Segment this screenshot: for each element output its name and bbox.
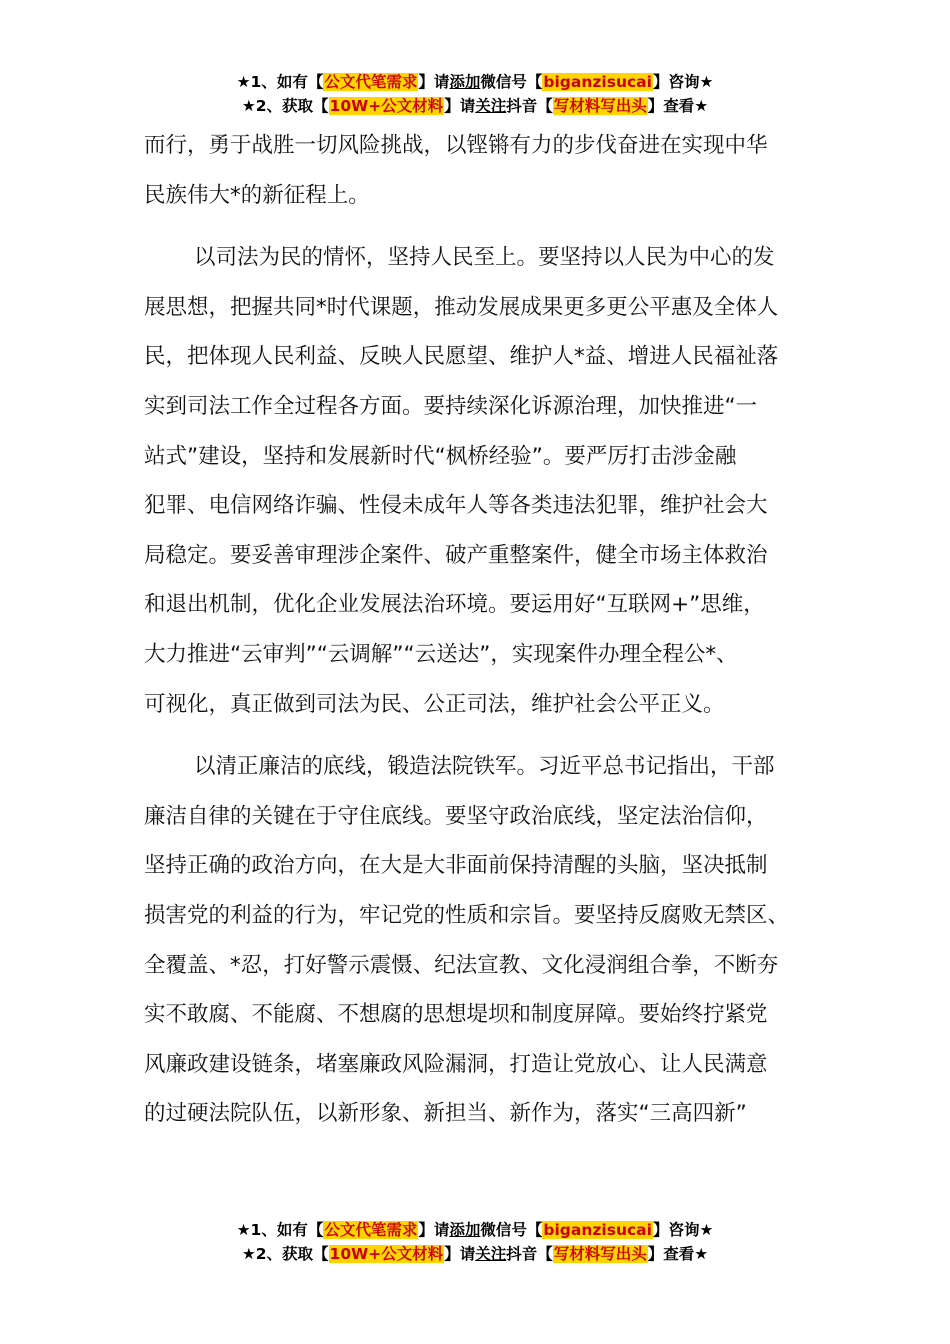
text-line: 和退出机制，优化企业发展法治环境。要运用好“互联网+”思维， [144, 592, 765, 618]
footer-promo-banner [0, 1218, 950, 1266]
highlight-service: 公文代笔需求 [324, 1221, 418, 1239]
highlight-douyin-account: 写材料写出头 [553, 97, 647, 115]
paragraph-clean-governance [144, 742, 812, 1139]
text-line: 实到司法工作全过程各方面。要持续深化诉源治理，加快推进“一 [144, 393, 758, 419]
promo-line-2: ★2、获取【10W+公文材料】请关注抖音【写材料写出头】查看★ [241, 97, 709, 115]
text-line: 的过硬法院队伍，以新形象、新担当、新作为，落实“三高四新” [144, 1101, 747, 1127]
text-line: 以清正廉洁的底线，锻造法院铁军。习近平总书记指出，干部 [194, 754, 775, 780]
text-line: 局稳定。要妥善审理涉企案件、破产重整案件，健全市场主体救治 [144, 542, 768, 568]
header-promo-banner [0, 70, 950, 118]
text-line: 展思想，把握共同*时代课题，推动发展成果更多更公平惠及全体人 [144, 294, 779, 320]
text-line: 犯罪、电信网络诈骗、性侵未成年人等各类违法犯罪，维护社会大 [144, 493, 768, 519]
text-line: 民族伟大*的新征程上。 [144, 182, 370, 208]
highlight-service: 公文代笔需求 [324, 73, 418, 91]
promo-line-1: ★1、如有【公文代笔需求】请添加微信号【biganzisucai】咨询★ [236, 73, 714, 91]
promo-line-1: ★1、如有【公文代笔需求】请添加微信号【biganzisucai】咨询★ [236, 1221, 714, 1239]
text-line: 民，把体现人民利益、反映人民愿望、维护人*益、增进人民福祉落 [144, 344, 779, 370]
text-line: 大力推进“云审判”“云调解”“云送达”，实现案件办理全程公*、 [144, 641, 738, 667]
paragraph-continuation [144, 121, 812, 220]
highlight-douyin-account: 写材料写出头 [553, 1245, 647, 1263]
text-line: 全覆盖、*忍，打好警示震慑、纪法宣教、文化浸润组合拳，不断夯 [144, 952, 779, 978]
text-line: 风廉政建设链条，堵塞廉政风险漏洞，打造让党放心、让人民满意 [144, 1051, 768, 1077]
text-line: 实不敢腐、不能腐、不想腐的思想堤坝和制度屏障。要始终拧紧党 [144, 1002, 768, 1028]
highlight-wechat-id: biganzisucai [543, 73, 652, 91]
text-line: 可视化，真正做到司法为民、公正司法，维护社会公平正义。 [144, 691, 725, 717]
promo-line-2: ★2、获取【10W+公文材料】请关注抖音【写材料写出头】查看★ [241, 1245, 709, 1263]
text-line: 以司法为民的情怀，坚持人民至上。要坚持以人民为中心的发 [194, 245, 775, 271]
highlight-wechat-id: biganzisucai [543, 1221, 652, 1239]
paragraph-judicial-for-people [144, 233, 812, 729]
highlight-materials: 10W+公文材料 [329, 1245, 444, 1263]
document-body [144, 121, 812, 1139]
text-line: 廉洁自律的关键在于守住底线。要坚守政治底线，坚定法治信仰， [144, 803, 768, 829]
text-line: 而行，勇于战胜一切风险挑战，以铿锵有力的步伐奋进在实现中华 [144, 133, 768, 158]
text-line: 站式”建设，坚持和发展新时代“枫桥经验”。要严厉打击涉金融 [144, 443, 737, 469]
text-line: 坚持正确的政治方向，在大是大非面前保持清醒的头脑，坚决抵制 [144, 853, 768, 879]
text-line: 损害党的利益的行为，牢记党的性质和宗旨。要坚持反腐败无禁区、 [144, 902, 790, 928]
highlight-materials: 10W+公文材料 [329, 97, 444, 115]
